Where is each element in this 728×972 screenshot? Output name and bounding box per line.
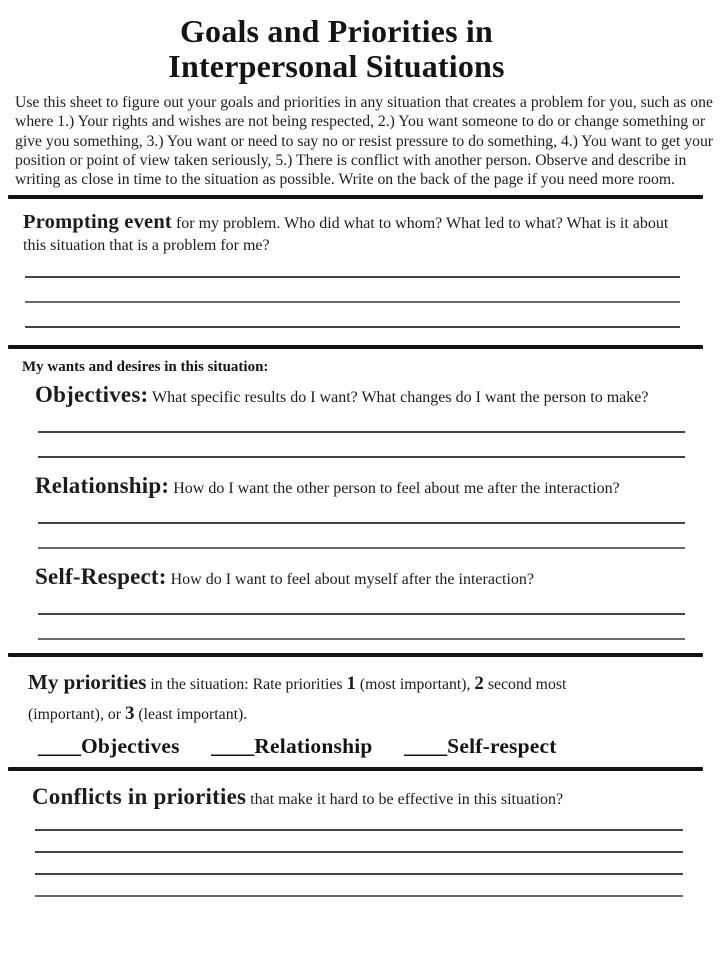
rate-self-respect-label: Self-respect xyxy=(447,734,557,759)
wants-label: My wants and desires in this situation: xyxy=(22,359,269,376)
section-conflicts xyxy=(0,784,728,897)
priorities-heading: My priorities xyxy=(28,670,147,695)
self-respect-block xyxy=(0,564,728,640)
write-line xyxy=(38,522,685,524)
section-my-priorities xyxy=(0,668,728,759)
section-divider xyxy=(8,767,703,771)
priorities-rating-row xyxy=(38,734,728,759)
prompting-event-heading: Prompting event xyxy=(23,211,172,234)
section-divider xyxy=(8,653,703,657)
write-line xyxy=(38,431,685,433)
priorities-text: (least important). xyxy=(134,706,248,724)
relationship-lead xyxy=(35,473,710,502)
self-respect-prompt: How do I want to feel about myself after the interaction? xyxy=(166,571,535,589)
objectives-lead xyxy=(35,382,710,411)
write-line xyxy=(25,276,680,278)
rating-blank-objectives: ____ xyxy=(38,734,81,759)
write-line xyxy=(35,873,683,875)
objectives-heading: Objectives: xyxy=(35,382,149,408)
priority-number-3: 3 xyxy=(124,703,135,725)
section-prompting-event xyxy=(0,212,728,328)
relationship-heading: Relationship: xyxy=(35,473,170,499)
worksheet-page xyxy=(0,14,728,972)
rate-objectives xyxy=(38,734,180,758)
write-line xyxy=(25,301,680,303)
intro-paragraph: Use this sheet to figure out your goals and priorities in any situation that creates a problem for you, such as one where 1.) Your rights and wishes are not being respected, 2.) You want someone to do or change something or give you something, 3.) You want or need to say no or resist pressure to do something, 4.) You want to get your position or point of view taken seriously, 5.) There is conflict with another person. Observe and describe in writing as close in time to the situation as possible. Write on the back of the page if you need more room. xyxy=(15,94,714,189)
self-respect-lead xyxy=(35,564,710,593)
write-line xyxy=(35,829,683,831)
relationship-prompt: How do I want the other person to feel about me after the interaction? xyxy=(169,480,620,498)
page-title-line1: Goals and Priorities in xyxy=(179,13,494,49)
section-divider xyxy=(8,345,703,349)
relationship-block xyxy=(0,473,728,549)
write-line xyxy=(38,547,685,549)
write-line xyxy=(38,456,685,458)
priority-number-1: 1 xyxy=(346,673,356,695)
write-line xyxy=(35,851,683,853)
conflicts-prompt: that make it hard to be effective in this situation? xyxy=(246,791,564,809)
rate-relationship xyxy=(211,734,372,758)
self-respect-heading: Self-Respect: xyxy=(35,564,167,590)
rate-relationship-label: Relationship xyxy=(254,734,373,759)
objectives-block xyxy=(0,382,728,458)
rating-blank-self-respect: ____ xyxy=(404,734,448,759)
priorities-text: (important), or xyxy=(28,706,125,724)
write-line xyxy=(25,326,680,328)
conflicts-lead xyxy=(32,784,698,813)
rating-blank-relationship: ____ xyxy=(211,734,255,759)
priorities-text: (most important), xyxy=(355,676,475,694)
conflicts-heading: Conflicts in priorities xyxy=(32,784,247,810)
prompting-event-lead xyxy=(23,212,683,256)
priorities-text: in the situation: Rate priorities xyxy=(146,676,347,694)
section-divider xyxy=(8,195,703,199)
write-line xyxy=(38,613,685,615)
priority-number-2: 2 xyxy=(474,673,484,695)
prompting-event-prompt: for my problem. Who did what to whom? What led to what? What is it about this situation that is a problem for me? xyxy=(23,215,669,254)
page-title-line2: Interpersonal Situations xyxy=(168,48,505,84)
priorities-lead xyxy=(28,668,658,729)
rate-self-respect xyxy=(404,734,556,758)
priorities-text: second most xyxy=(483,676,567,694)
objectives-prompt: What specific results do I want? What changes do I want the person to make? xyxy=(148,389,649,407)
page-title xyxy=(20,14,653,84)
rate-objectives-label: Objectives xyxy=(81,734,180,759)
section-wants-and-desires xyxy=(0,359,728,640)
write-line xyxy=(35,895,683,897)
write-line xyxy=(38,638,685,640)
